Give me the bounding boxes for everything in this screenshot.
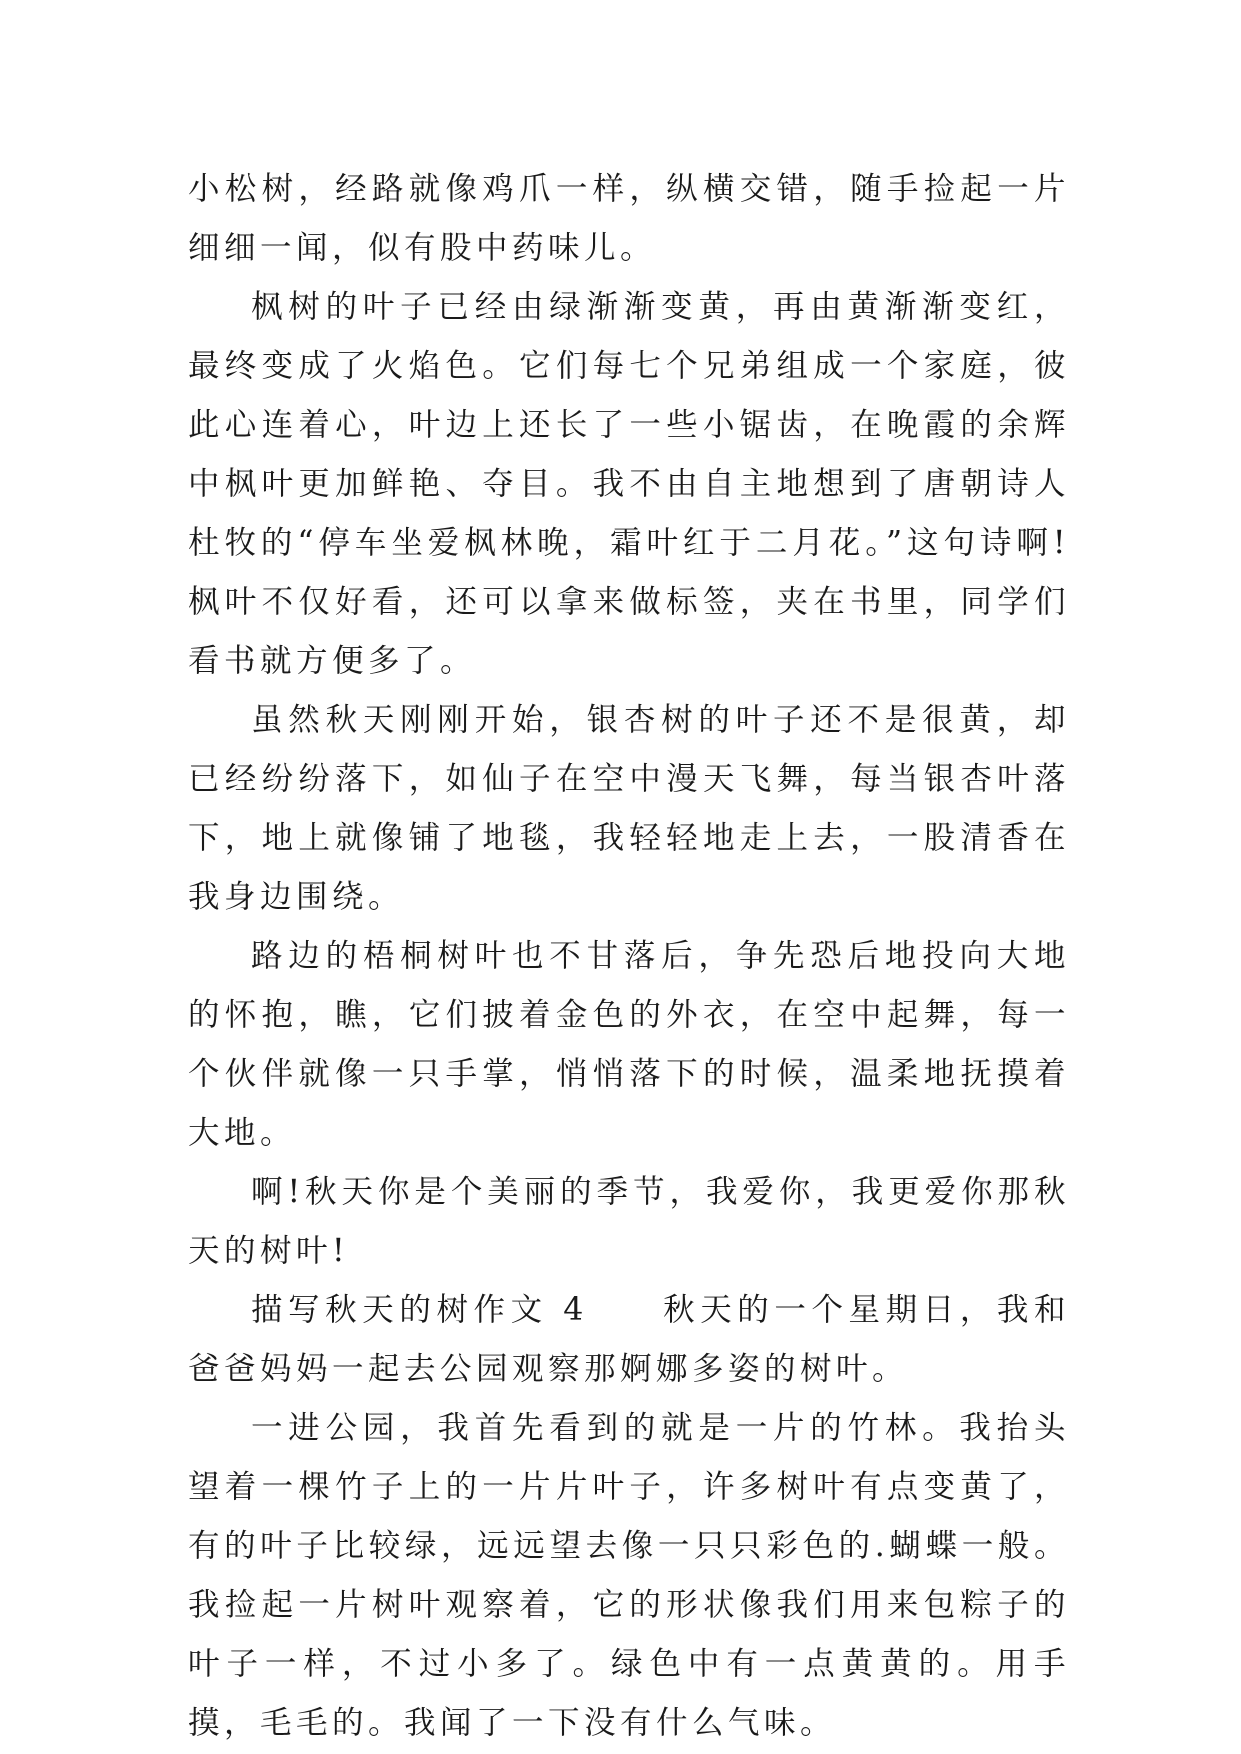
- paragraph-continuation: 小松树，经路就像鸡爪一样，纵横交错，随手捡起一片细细一闻，似有股中药味儿。: [188, 171, 1070, 266]
- paragraph-wutong: 路边的梧桐树叶也不甘落后，争先恐后地投向大地的怀抱，瞧，它们披着金色的外衣，在空中起舞，每一个伙伴就像一只手掌，悄悄落下的时候，温柔地抚摸着大地。: [188, 938, 1070, 1151]
- paragraph-bamboo: 一进公园，我首先看到的就是一片的竹林。我抬头望着一棵竹子上的一片片叶子，许多树叶有点变黄了，有的叶子比较绿，远远望去像一只只彩色的.蝴蝶一般。我捡起一片树叶观察着，它的形状像我们用来包粽子的叶子一样，不过小多了。绿色中有一点黄黄的。用手摸，毛毛的。我闻了一下没有什么气味。: [188, 1410, 1070, 1741]
- paragraph-ginkgo: 虽然秋天刚刚开始，银杏树的叶子还不是很黄，却已经纷纷落下，如仙子在空中漫天飞舞，每当银杏叶落下，地上就像铺了地毯，我轻轻地走上去，一股清香在我身边围绕。: [188, 702, 1070, 915]
- paragraph-maple: 枫树的叶子已经由绿渐渐变黄，再由黄渐渐变红，最终变成了火焰色。它们每七个兄弟组成一个家庭，彼此心连着心，叶边上还长了一些小锯齿，在晚霞的余辉中枫叶更加鲜艳、夺目。我不由自主地想到了唐朝诗人杜牧的“停车坐爱枫林晚，霜叶红于二月花。”这句诗啊!枫叶不仅好看，还可以拿来做标签，夹在书里，同学们看书就方便多了。: [188, 289, 1070, 679]
- document-body: [188, 160, 1070, 1753]
- paragraph-essay-4-intro: 描写秋天的树作文 4 秋天的一个星期日，我和爸爸妈妈一起去公园观察那婀娜多姿的树叶。: [188, 1292, 1070, 1387]
- paragraph-autumn-praise: 啊!秋天你是个美丽的季节，我爱你，我更爱你那秋天的树叶!: [188, 1174, 1070, 1269]
